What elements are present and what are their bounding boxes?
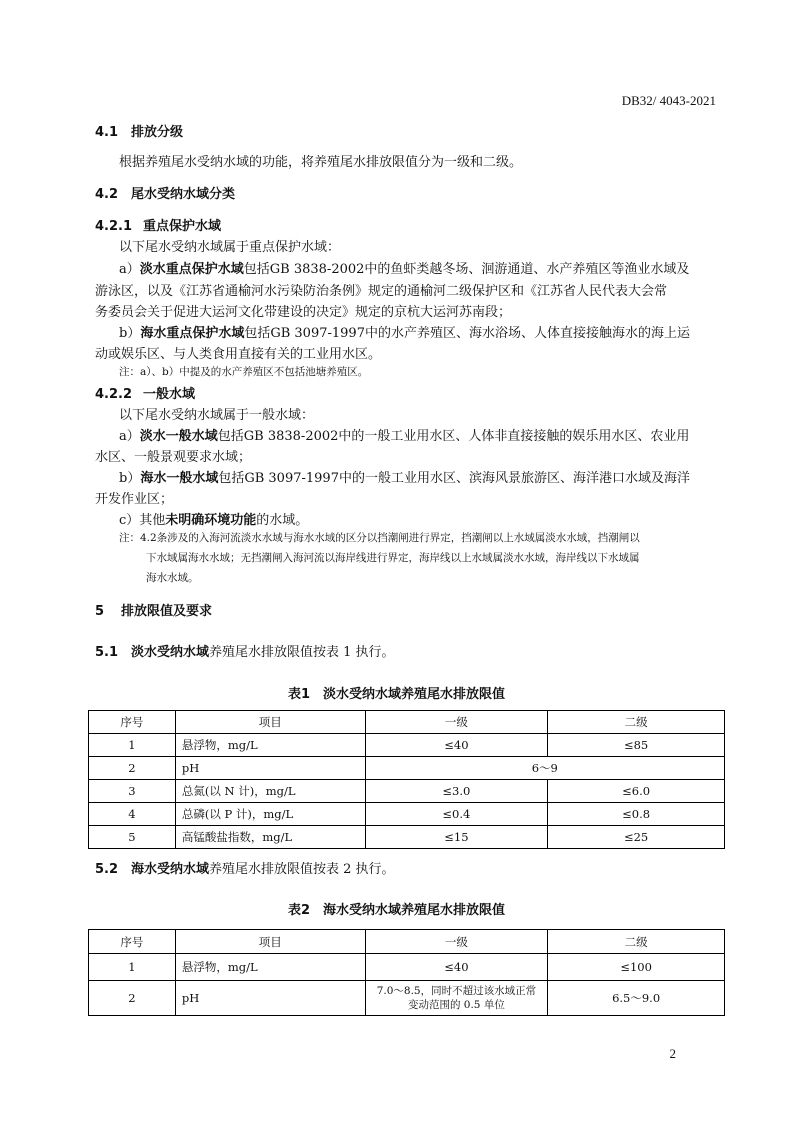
section-4-2-1-note: 注：a）、b）中提及的水产养殖区不包括池塘养殖区。	[119, 366, 369, 378]
cell-level1: ≤0.4	[365, 803, 548, 826]
item-a-line2: 水区、一般景观要求水域；	[95, 450, 252, 465]
item-term: 淡水一般水域	[139, 429, 218, 444]
item-c	[119, 509, 308, 528]
table1-caption: 表1 淡水受纳水域养殖尾水排放限值	[287, 687, 506, 702]
item-b-line2: 动或娱乐区、与人类食用直接有关的工业用水区。	[95, 347, 382, 362]
cell-level2: ≤6.0	[548, 780, 725, 803]
header-cell: 项目	[175, 930, 365, 954]
standard-code: DB32/ 4043-2021	[621, 93, 716, 108]
header-cell: 一级	[365, 711, 548, 734]
header-cell: 二级	[548, 711, 725, 734]
section-number: 4.1	[95, 125, 119, 140]
section-title: 排放限值及要求	[121, 604, 213, 619]
table-header-row	[89, 930, 725, 954]
cell-level2: 6.5～9.0	[548, 981, 725, 1016]
item-prefix: a）	[119, 262, 140, 277]
cell-level1	[365, 981, 548, 1016]
cell-level2: ≤0.8	[548, 803, 725, 826]
item-prefix: b）	[119, 326, 141, 341]
header-cell: 二级	[548, 930, 725, 954]
item-b-line1	[119, 322, 690, 341]
section-number: 4.2.2	[95, 387, 133, 402]
section-4-2-1-heading	[95, 215, 221, 234]
cell-level2: ≤25	[548, 826, 725, 849]
cell-no: 2	[89, 757, 176, 780]
section-5-2	[95, 858, 395, 877]
item-b-line2: 开发作业区；	[95, 492, 174, 507]
table-row	[89, 826, 725, 849]
section-4-1-heading	[95, 121, 183, 140]
section-4-2-2-heading	[95, 383, 195, 402]
table2-caption: 表2 海水受纳水域养殖尾水排放限值	[287, 903, 506, 918]
table-row	[89, 803, 725, 826]
cell-level-merged: 6～9	[365, 757, 724, 780]
cell-level2: ≤100	[548, 954, 725, 981]
item-a-line1	[119, 425, 689, 444]
section-number: 5	[95, 604, 105, 619]
header-cell: 一级	[365, 930, 548, 954]
section-4-1-body: 根据养殖尾水受纳水域的功能，将养殖尾水排放限值分为一级和二级。	[119, 155, 523, 170]
cell-item: 总磷(以 P 计)，mg/L	[175, 803, 365, 826]
table-header-row	[89, 711, 725, 734]
section-number: 4.2.1	[95, 219, 133, 234]
item-text: 的水域。	[256, 513, 309, 528]
cell-no: 4	[89, 803, 176, 826]
header-cell: 序号	[89, 930, 176, 954]
table2	[88, 929, 725, 1016]
header-cell: 项目	[175, 711, 365, 734]
item-a-line1	[119, 258, 689, 277]
cell-no: 1	[89, 954, 176, 981]
item-prefix: b）	[119, 471, 141, 486]
section-number: 4.2	[95, 187, 119, 202]
section-5-1	[95, 641, 395, 660]
table-row	[89, 757, 725, 780]
table-row	[89, 954, 725, 981]
item-text: 包括GB 3097-1997中的水产养殖区、海水浴场、人体直接接触海水的海上运	[244, 326, 690, 341]
cell-item: 高锰酸盐指数，mg/L	[175, 826, 365, 849]
item-text: 包括GB 3838-2002中的鱼虾类越冬场、洄游通道、水产养殖区等渔业水域及	[243, 262, 690, 277]
item-prefix: a）	[119, 429, 140, 444]
table-row	[89, 734, 725, 757]
item-term: 海水重点保护水域	[140, 326, 245, 341]
table1	[88, 710, 725, 849]
section-4-2-2-note-line2: 下水域属海水水域；无挡潮闸入海河流以海岸线进行界定，海岸线以上水域属淡水水域，海岸线以下水域属	[146, 552, 640, 564]
section-4-2-1-intro: 以下尾水受纳水域属于重点保护水域：	[119, 240, 341, 255]
cell-level1: ≤15	[365, 826, 548, 849]
table-row	[89, 780, 725, 803]
item-b-line1	[119, 467, 690, 486]
section-4-2-2-note-line1: 注：4.2条涉及的入海河流淡水水域与海水水域的区分以挡潮闸进行界定，挡潮闸以上水域属淡水水域，挡潮闸以	[119, 532, 640, 544]
section-5-heading	[95, 600, 212, 619]
section-term: 淡水受纳水域	[131, 645, 210, 660]
section-term: 海水受纳水域	[131, 862, 210, 877]
section-number: 5.2	[95, 862, 119, 877]
section-title: 重点保护水域	[143, 219, 222, 234]
cell-no: 3	[89, 780, 176, 803]
item-term: 海水一般水域	[140, 471, 219, 486]
cell-item: pH	[175, 757, 365, 780]
cell-no: 5	[89, 826, 176, 849]
item-text: 包括GB 3838-2002中的一般工业用水区、人体非直接接触的娱乐用水区、农业用	[217, 429, 690, 444]
cell-level1: ≤40	[365, 954, 548, 981]
item-term: 未明确环境功能	[165, 513, 257, 528]
section-text: 养殖尾水排放限值按表 1 执行。	[209, 645, 395, 660]
item-term: 淡水重点保护水域	[139, 262, 244, 277]
header-cell: 序号	[89, 711, 176, 734]
section-4-2-2-note-line3: 海水水域。	[146, 572, 199, 584]
item-a-line2: 游泳区，以及《江苏省通榆河水污染防治条例》规定的通榆河二级保护区和《江苏省人民代表大会常	[95, 284, 668, 299]
page-number: 2	[669, 1046, 676, 1061]
cell-line: 7.0～8.5，同时不超过该水域正常	[376, 985, 537, 997]
cell-line: 变动范围的 0.5 单位	[407, 999, 505, 1011]
cell-item: 悬浮物，mg/L	[175, 954, 365, 981]
section-4-2-2-intro: 以下尾水受纳水域属于一般水域：	[119, 408, 315, 423]
section-text: 养殖尾水排放限值按表 2 执行。	[209, 862, 395, 877]
item-a-line3: 务委员会关于促进大运河文化带建设的决定》规定的京杭大运河苏南段；	[95, 305, 512, 320]
cell-no: 1	[89, 734, 176, 757]
cell-item: 总氮(以 N 计)，mg/L	[175, 780, 365, 803]
cell-no: 2	[89, 981, 176, 1016]
cell-item: 悬浮物，mg/L	[175, 734, 365, 757]
section-title: 尾水受纳水域分类	[131, 187, 236, 202]
cell-item: pH	[175, 981, 365, 1016]
item-prefix: c）其他	[119, 513, 166, 528]
section-title: 一般水域	[143, 387, 196, 402]
cell-level1: ≤3.0	[365, 780, 548, 803]
section-4-2-heading	[95, 183, 235, 202]
table-row	[89, 981, 725, 1016]
section-number: 5.1	[95, 645, 119, 660]
item-text: 包括GB 3097-1997中的一般工业用水区、滨海风景旅游区、海洋港口水域及海洋	[218, 471, 690, 486]
cell-level1: ≤40	[365, 734, 548, 757]
cell-level2: ≤85	[548, 734, 725, 757]
section-title: 排放分级	[131, 125, 184, 140]
